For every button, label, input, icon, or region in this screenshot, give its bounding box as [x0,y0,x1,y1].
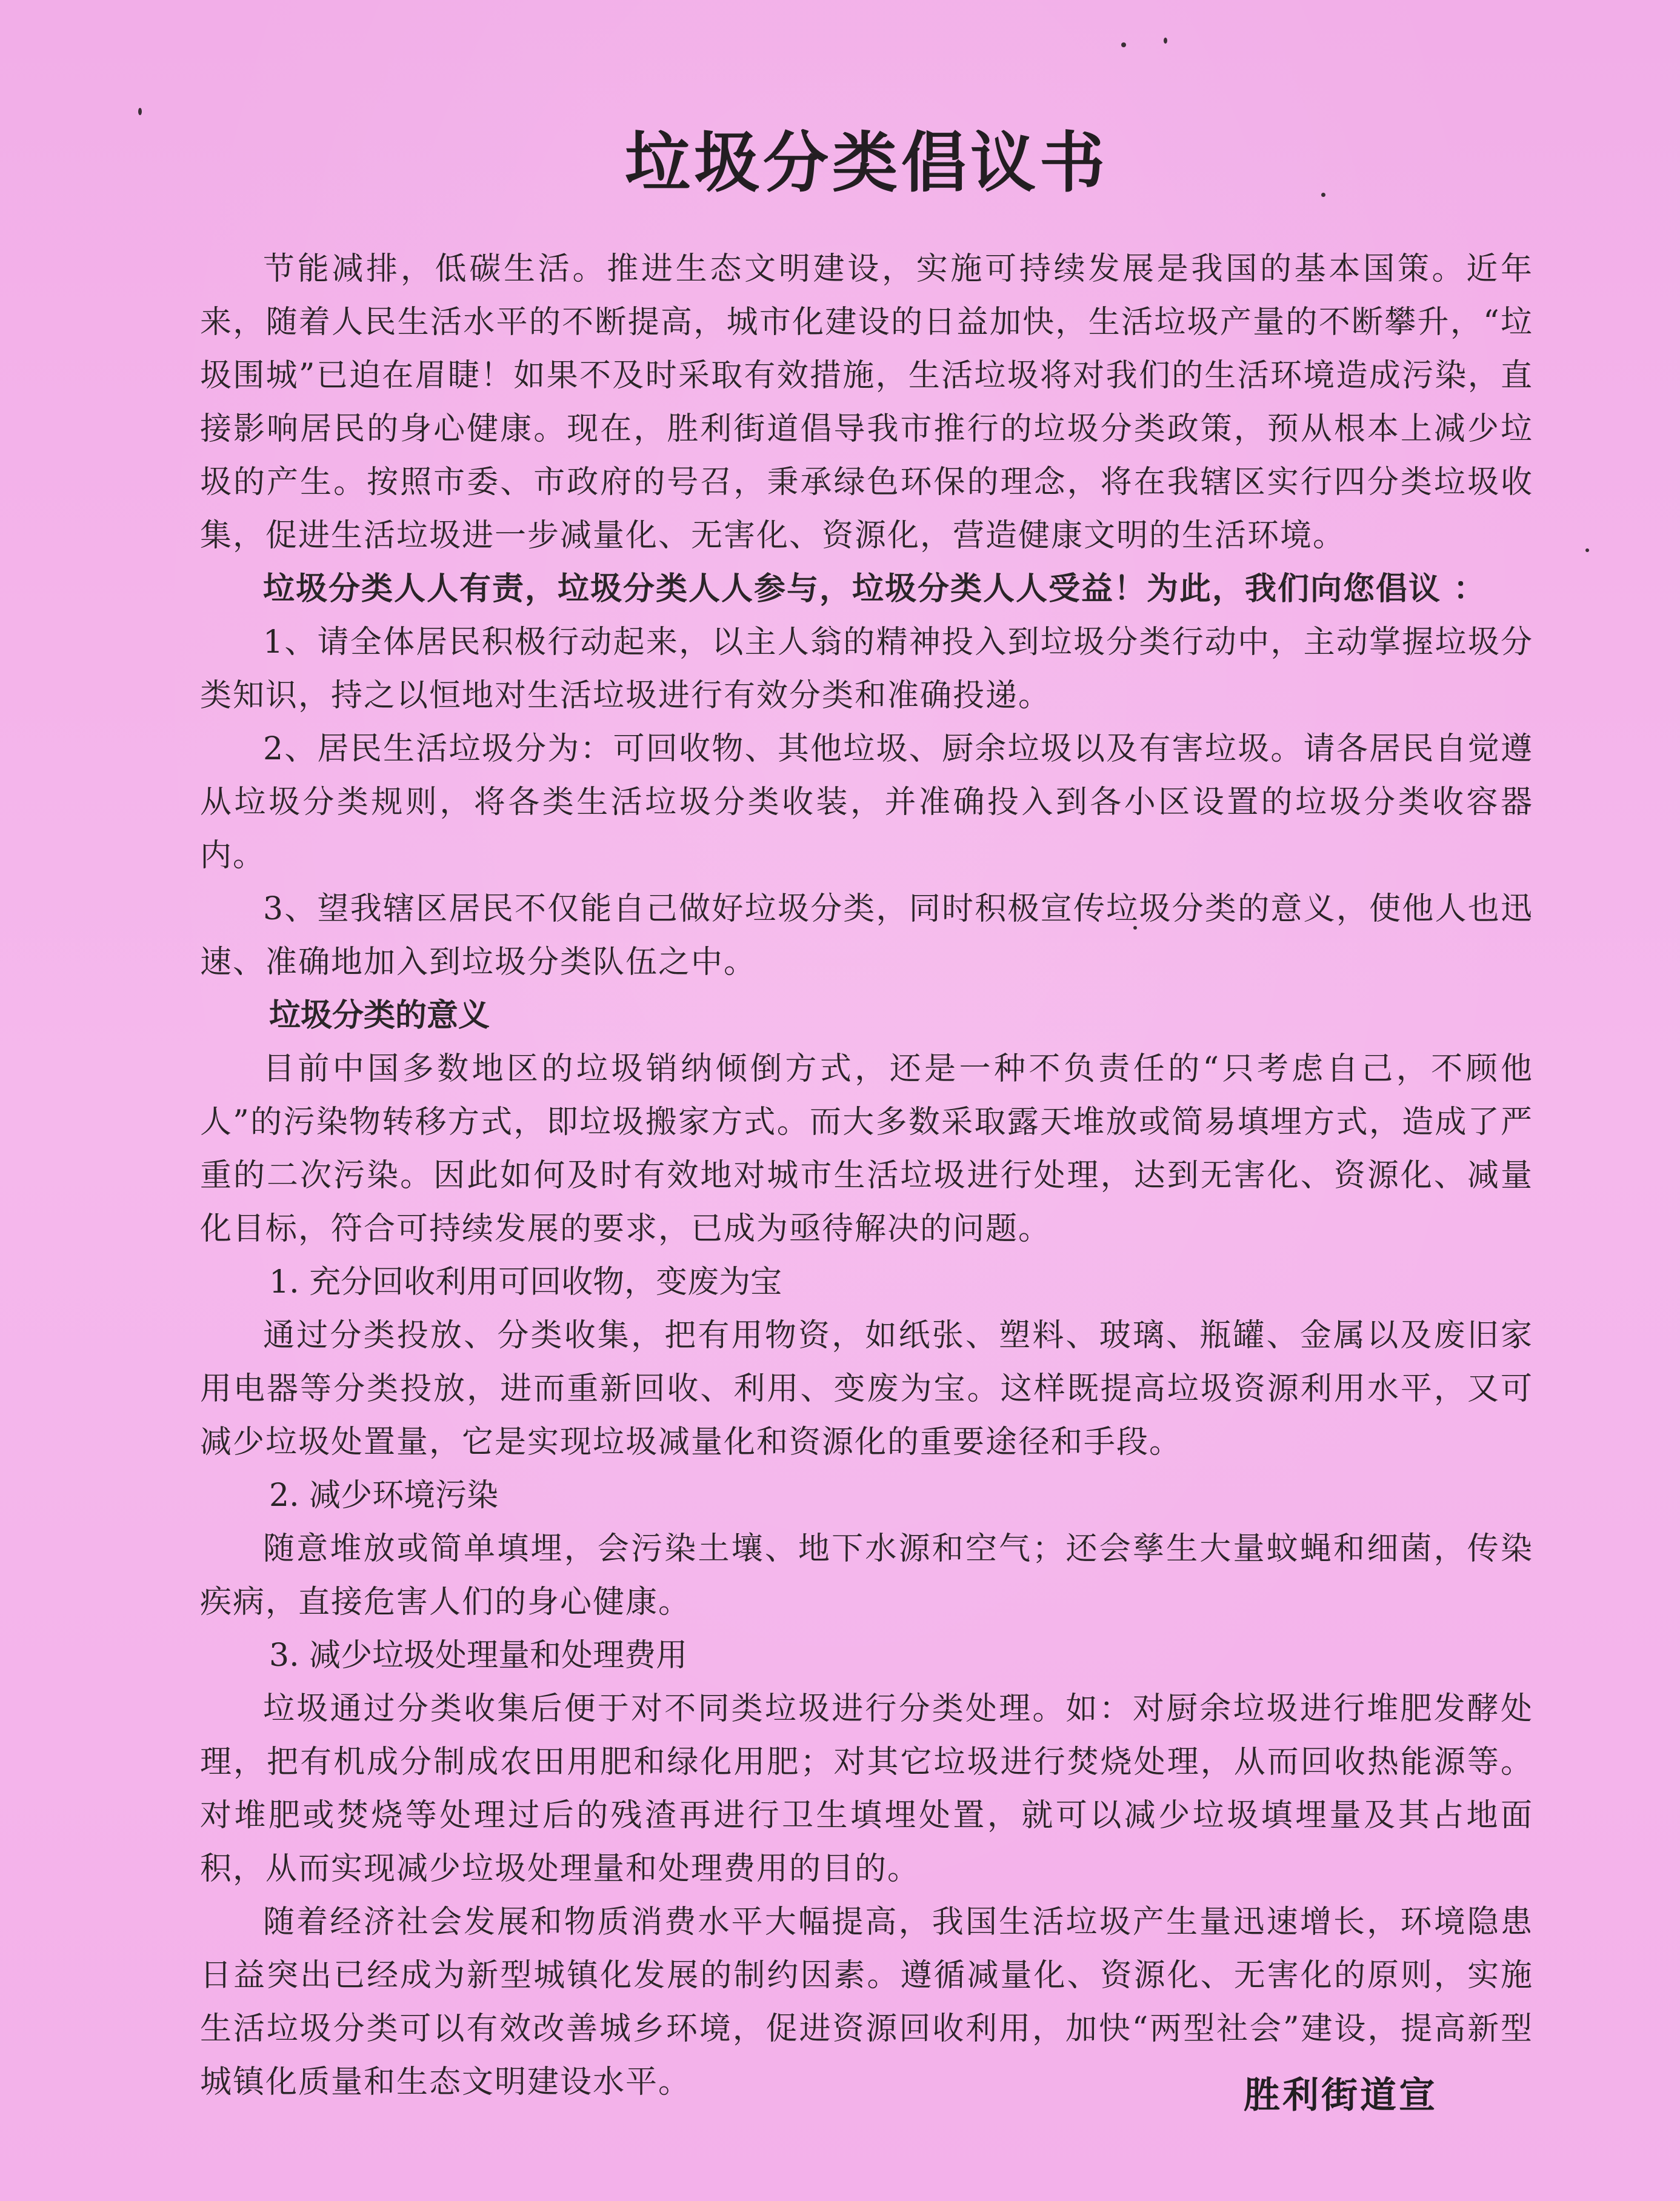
point-heading-3: 3. 减少垃圾处理量和处理费用 [269,1637,688,1674]
meaning-intro-paragraph: 目前中国多数地区的垃圾销纳倾倒方式，还是一种不负责任的“只考虑自己，不顾他人”的污染物转移方式，即垃圾搬家方式。而大多数采取露天堆放或简易填埋方式，造成了严重的二次污染。因此如何及时有效地对城市生活垃圾进行处理，达到无害化、资源化、减量化目标，符合可持续发展的要求，已成为亟待解决的问题。 [200,1051,1533,1247]
proposal-item-1: 1、请全体居民积极行动起来，以主人翁的精神投入到垃圾分类行动中，主动掌握垃圾分类知识，持之以恒地对生活垃圾进行有效分类和准确投递。 [200,624,1533,714]
point-heading-2: 2. 减少环境污染 [269,1477,499,1514]
document-title: 垃圾分类倡议书 [624,125,1108,201]
proposal-item-3: 3、望我辖区居民不仅能自己做好垃圾分类，同时积极宣传垃圾分类的意义，使他人也迅速、准确地加入到垃圾分类队伍之中。 [200,891,1533,981]
point-body-1: 通过分类投放、分类收集，把有用物资，如纸张、塑料、玻璃、瓶罐、金属以及废旧家用电器等分类投放，进而重新回收、利用、变废为宝。这样既提高垃圾资源利用水平，又可减少垃圾处置量，它是实现垃圾减量化和资源化的重要途径和手段。 [200,1317,1533,1460]
paper-speck [1121,42,1126,47]
proposal-item-2: 2、居民生活垃圾分为：可回收物、其他垃圾、厨余垃圾以及有害垃圾。请各居民自觉遵从垃圾分类规则，将各类生活垃圾分类收装，并准确投入到各小区设置的垃圾分类收容器内。 [200,731,1533,874]
point-body-3: 垃圾通过分类收集后便于对不同类垃圾进行分类处理。如：对厨余垃圾进行堆肥发酵处理，把有机成分制成农田用肥和绿化用肥；对其它垃圾进行焚烧处理，从而回收热能源等。对堆肥或焚烧等处理过后的残渣再进行卫生填埋处置，就可以减少垃圾填埋量及其占地面积，从而实现减少垃圾处理量和处理费用的目的。 [200,1691,1533,1887]
point-body-2: 随意堆放或简单填埋，会污染土壤、地下水源和空气；还会孳生大量蚊蝇和细菌，传染疾病，直接危害人们的身心健康。 [200,1531,1533,1620]
intro-paragraph: 节能减排，低碳生活。推进生态文明建设，实施可持续发展是我国的基本国策。近年来，随着人民生活水平的不断提高，城市化建设的日益加快，生活垃圾产量的不断攀升，“垃圾围城”已迫在眉睫！如果不及时采取有效措施，生活垃圾将对我们的生活环境造成污染，直接影响居民的身心健康。现在，胜利街道倡导我市推行的垃圾分类政策，预从根本上减少垃圾的产生。按照市委、市政府的号召，秉承绿色环保的理念，将在我辖区实行四分类垃圾收集，促进生活垃圾进一步减量化、无害化、资源化，营造健康文明的生活环境。 [200,251,1533,554]
point-heading-1: 1. 充分回收利用可回收物，变废为宝 [269,1264,782,1300]
paper-speck [1164,38,1167,44]
closing-paragraph: 随着经济社会发展和物质消费水平大幅提高，我国生活垃圾产生量迅速增长，环境隐患日益突出已经成为新型城镇化发展的制约因素。遵循减量化、资源化、无害化的原则，实施生活垃圾分类可以有效改善城乡环境，促进资源回收利用，加快“两型社会”建设，提高新型城镇化质量和生态文明建设水平。 [200,1904,1533,2100]
section-heading-meaning: 垃圾分类的意义 [269,997,490,1034]
signature-line: 胜利街道宣 [1244,2074,1438,2117]
paper-speck [1585,548,1589,552]
paper-speck [138,108,142,115]
appeal-paragraph: 垃圾分类人人有责，垃圾分类人人参与，垃圾分类人人受益！为此，我们向您倡议 ： [263,571,1487,607]
document-body [200,121,1533,2109]
